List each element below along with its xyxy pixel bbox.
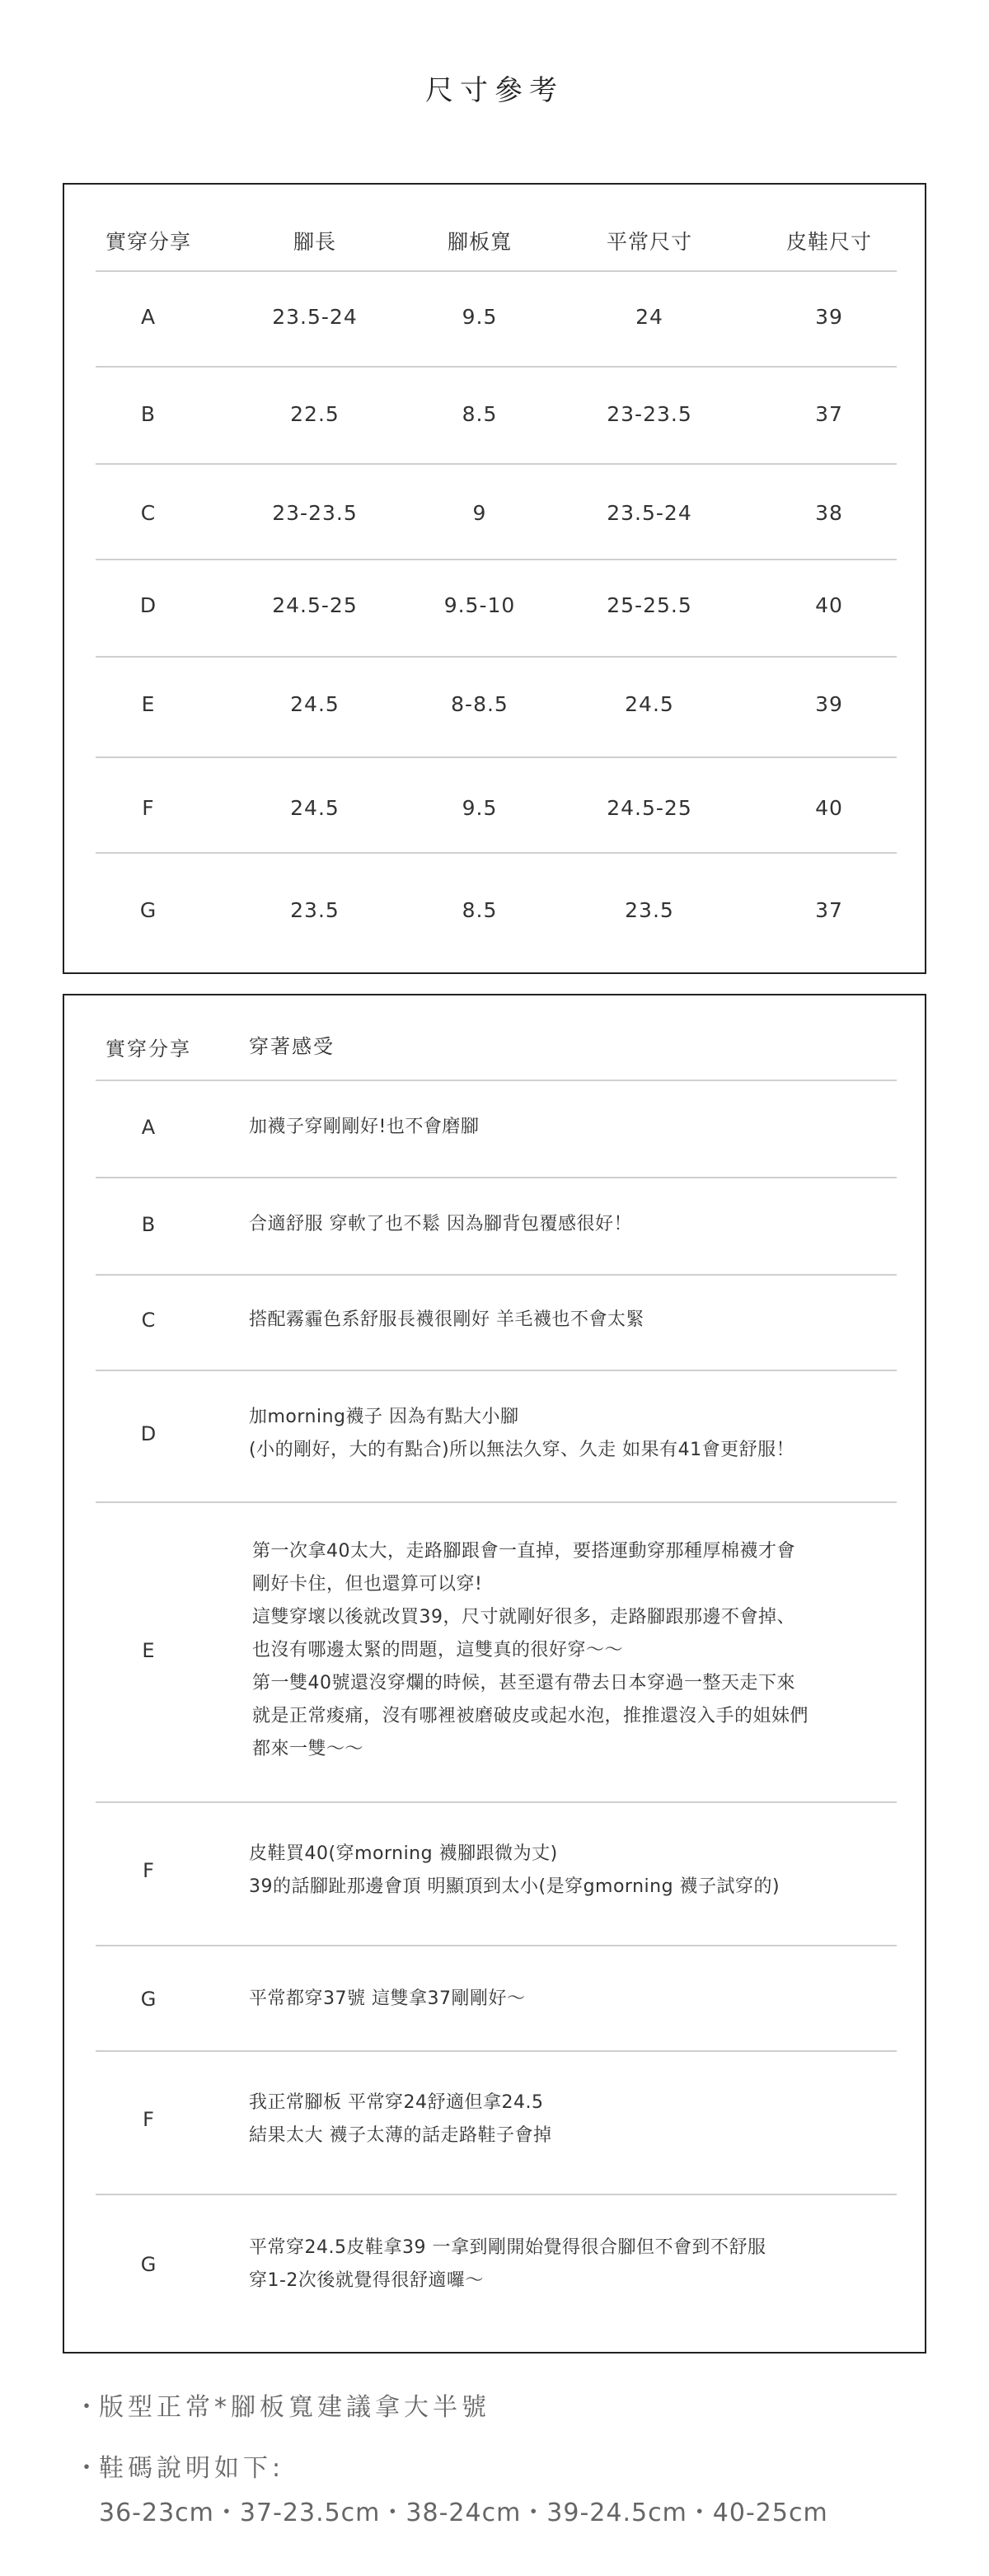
table-row (96, 681, 897, 727)
table-row (96, 2082, 897, 2157)
divider (96, 656, 897, 658)
header-cell: 穿著感受 (249, 1035, 335, 1058)
table-row (96, 582, 897, 628)
bullet: ・ (74, 2454, 103, 2483)
divider (96, 1801, 897, 1803)
review-line: 結果太大 襪子太薄的話走路鞋子會掉 (249, 2125, 552, 2146)
table-cell: 22.5 (290, 401, 340, 426)
divider (96, 1274, 897, 1276)
review-text (249, 2232, 875, 2297)
table-cell: 23-23.5 (607, 401, 692, 426)
note-fit (74, 2390, 948, 2426)
note-fit-text: 版型正常*腳板寬建議拿大半號 (99, 2393, 490, 2422)
review-table-header (96, 1023, 897, 1070)
table-cell: 24.5 (290, 795, 340, 820)
table-cell: 8.5 (462, 401, 498, 426)
table-row (96, 293, 897, 340)
divider (96, 1945, 897, 1946)
reviewer-id: G (140, 1988, 157, 2011)
table-row (96, 1531, 897, 1770)
table-cell: 24.5 (625, 691, 674, 716)
review-line: 平常穿24.5皮鞋拿39 一拿到剛開始覺得很合腳但不會到不舒服 (249, 2237, 766, 2258)
review-line: 平常都穿37號 這雙拿37剛剛好～ (249, 1988, 526, 2009)
reviewer-id: D (140, 1422, 157, 1445)
size-table-header (96, 214, 897, 267)
table-cell: E (141, 691, 156, 716)
table-cell: 9.5-10 (443, 592, 516, 617)
header-cell: 實穿分享 (105, 1037, 191, 1061)
review-text (252, 1535, 879, 1766)
review-line: 皮鞋買40(穿morning 襪腳跟微为丈) (249, 1843, 558, 1864)
size-table (63, 183, 926, 974)
table-cell: 37 (815, 897, 843, 922)
table-cell: 37 (815, 401, 843, 426)
divider (96, 2194, 897, 2195)
table-row (96, 1833, 897, 1909)
header-cell: 腳長 (293, 230, 336, 254)
divider (96, 852, 897, 854)
review-line: 這雙穿壞以後就改買39，尺寸就剛好很多，走路腳跟那邊不會掉、 (252, 1607, 795, 1628)
divider (96, 1370, 897, 1371)
table-row (96, 887, 897, 933)
table-cell: 9 (472, 500, 487, 525)
table-cell: 9.5 (462, 795, 498, 820)
table-row (96, 1104, 897, 1150)
review-line: 39的話腳趾那邊會頂 明顯頂到太小(是穿gmorning 襪子試穿的) (249, 1876, 780, 1897)
page-title: 尺寸參考 (425, 74, 564, 107)
table-cell: 9.5 (462, 304, 498, 329)
table-cell: 23.5-24 (272, 304, 358, 329)
review-line: 穿1-2次後就覺得很舒適囉～ (249, 2270, 484, 2291)
bullet: ・ (74, 2393, 103, 2422)
table-cell: C (140, 500, 157, 525)
header-cell: 腳板寬 (447, 230, 512, 254)
note-size-guide (74, 2451, 284, 2487)
review-line: 就是正常痠痛，沒有哪裡被磨破皮或起水泡，推推還沒入手的姐妹們 (252, 1706, 809, 1726)
table-cell: 23-23.5 (272, 500, 358, 525)
reviewer-id: E (142, 1639, 155, 1662)
table-cell: 23.5-24 (607, 500, 692, 525)
reviewer-id: C (141, 1309, 156, 1332)
table-row (96, 2227, 897, 2302)
table-cell: D (139, 592, 157, 617)
review-text (249, 1304, 875, 1337)
review-line: 加morning襪子 因為有點大小腳 (249, 1407, 519, 1427)
size-conversion-list: 36-23cm・37-23.5cm・38-24cm・39-24.5cm・40-25cm (99, 2499, 828, 2527)
divider (96, 1177, 897, 1178)
table-row (96, 489, 897, 536)
review-line: 合適舒服 穿軟了也不鬆 因為腳背包覆感很好！ (249, 1214, 632, 1234)
table-cell: G (139, 897, 157, 922)
divider (96, 366, 897, 368)
table-cell: 40 (815, 795, 843, 820)
table-cell: F (142, 795, 155, 820)
divider (96, 1501, 897, 1503)
reviewer-id: F (143, 1859, 154, 1882)
review-text (249, 1401, 875, 1467)
review-text (249, 2087, 875, 2152)
table-row (96, 1297, 897, 1343)
review-text (249, 1111, 875, 1144)
table-cell: 24.5 (290, 691, 340, 716)
review-line: 剛好卡住，但也還算可以穿! (252, 1574, 483, 1595)
reviewer-id: A (141, 1116, 156, 1139)
divider (96, 756, 897, 758)
review-table (63, 994, 926, 2354)
review-line: 加襪子穿剛剛好!也不會磨腳 (249, 1117, 480, 1137)
divider (96, 463, 897, 465)
review-line: 都來一雙～～ (252, 1739, 364, 1759)
review-text (249, 1983, 875, 2016)
table-cell: 8.5 (462, 897, 498, 922)
review-line: 搭配霧霾色系舒服長襪很剛好 羊毛襪也不會太緊 (249, 1309, 644, 1330)
table-cell: 24.5-25 (272, 592, 358, 617)
divider (96, 2050, 897, 2052)
table-row (96, 1201, 897, 1248)
table-row (96, 1396, 897, 1472)
divider (96, 270, 897, 272)
table-cell: 24 (635, 304, 663, 329)
review-text (249, 1208, 875, 1241)
table-cell: A (140, 304, 157, 329)
table-row (96, 391, 897, 437)
table-cell: 40 (815, 592, 843, 617)
reviewer-id: B (141, 1213, 156, 1236)
review-line: 也沒有哪邊太緊的問題，這雙真的很好穿～～ (252, 1640, 624, 1660)
review-line: 我正常腳板 平常穿24舒適但拿24.5 (249, 2092, 544, 2113)
reviewer-id: F (143, 2108, 154, 2131)
header-cell: 皮鞋尺寸 (785, 230, 872, 254)
table-cell: 23.5 (625, 897, 674, 922)
table-cell: 38 (815, 500, 843, 525)
table-cell: 25-25.5 (607, 592, 692, 617)
table-cell: 39 (815, 304, 843, 329)
table-cell: 8-8.5 (451, 691, 509, 716)
reviewer-id: G (140, 2253, 157, 2276)
table-cell: 39 (815, 691, 843, 716)
table-cell: 23.5 (290, 897, 340, 922)
table-cell: 24.5-25 (607, 795, 692, 820)
review-line: (小的剛好，大的有點合)所以無法久穿、久走 如果有41會更舒服！ (249, 1440, 795, 1460)
table-cell: B (140, 401, 157, 426)
header-cell: 平常尺寸 (606, 230, 692, 254)
review-line: 第一次拿40太大，走路腳跟會一直掉，要搭運動穿那種厚棉襪才會 (252, 1541, 795, 1562)
divider (96, 559, 897, 560)
size-notes (74, 2390, 948, 2527)
review-line: 第一雙40號還沒穿爛的時候，甚至還有帶去日本穿過一整天走下來 (252, 1673, 795, 1693)
table-row (96, 785, 897, 831)
divider (96, 1080, 897, 1081)
table-row (96, 1976, 897, 2022)
header-cell: 實穿分享 (105, 230, 191, 254)
review-text (249, 1838, 875, 1904)
note-size-guide-text: 鞋碼說明如下: (99, 2454, 285, 2483)
